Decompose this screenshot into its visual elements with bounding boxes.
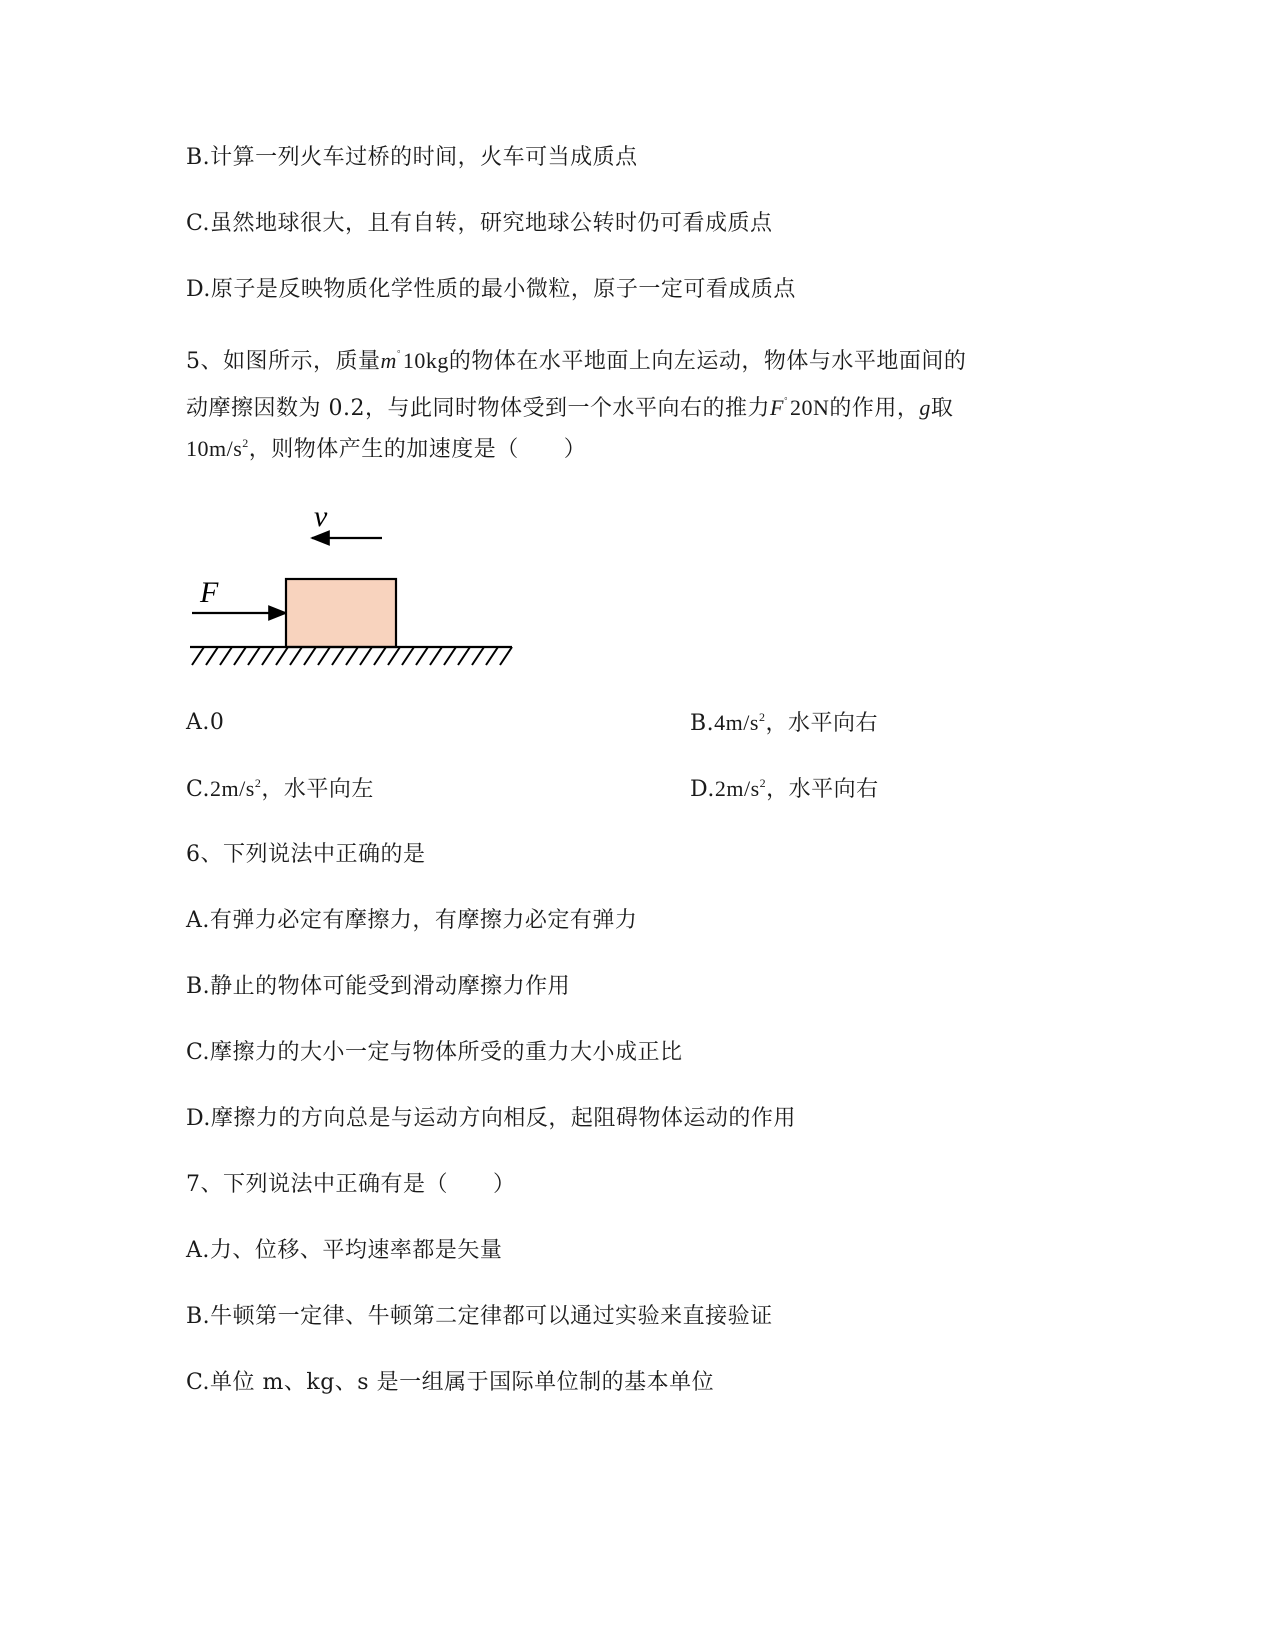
q5-stem-text: 取 [930,396,954,421]
option-value: 2m/s [210,776,255,801]
hatch-line [430,647,442,665]
q7-option-a: A.力、位移、平均速率都是矢量 [186,1238,503,1263]
q6-option-c: C.摩擦力的大小一定与物体所受的重力大小成正比 [186,1040,683,1065]
q5-stem-line-2 [186,388,953,424]
q5-stem-text: ，则物体产生的加速度是（ ） [248,437,587,462]
hatch-line [416,647,428,665]
ground-hatching [192,647,512,665]
q5-stem-text: 5、如图所示，质量 [186,349,381,374]
q5-option-a: A.0 [186,710,225,735]
hatch-line [248,647,260,665]
q4-option-b: B.计算一列火车过桥的时间，火车可当成质点 [186,145,638,170]
hatch-line [262,647,274,665]
force-diagram [190,500,520,675]
hatch-line [304,647,316,665]
q5-stem-text: 的物体在水平地面上向左运动，物体与水平地面间的 [448,349,967,374]
q7-option-c: C.单位 m、kg、s 是一组属于国际单位制的基本单位 [186,1370,715,1395]
hatch-line [486,647,498,665]
hatch-line [220,647,232,665]
option-direction: ，水平向右 [766,777,879,802]
option-value: 2m/s [714,776,760,801]
hatch-line [332,647,344,665]
block [286,579,396,647]
q6-stem: 6、下列说法中正确的是 [186,842,426,867]
hatch-line [206,647,218,665]
hatch-line [290,647,302,665]
hatch-line [318,647,330,665]
q6-option-d: D.摩擦力的方向总是与运动方向相反，起阻碍物体运动的作用 [186,1106,796,1131]
option-letter: D. [690,777,715,802]
q7-stem: 7、下列说法中正确有是（ ） [186,1172,516,1197]
gravity-value: 10m/s [186,436,243,461]
velocity-label: v [314,500,328,533]
q6-option-a: A.有弹力必定有摩擦力，有摩擦力必定有弹力 [186,908,638,933]
hatch-line [388,647,400,665]
hatch-line [234,647,246,665]
hatch-line [276,647,288,665]
option-direction: ，水平向左 [261,777,374,802]
gravity-variable: g [919,395,931,420]
q7-option-b: B.牛顿第一定律、牛顿第二定律都可以通过实验来直接验证 [186,1304,773,1329]
mass-value: 10kg [402,348,449,373]
force-variable: F [769,395,784,420]
q5-option-b [690,708,878,739]
hatch-line [472,647,484,665]
q5-stem-text: 的作用， [829,396,920,421]
option-direction: ，水平向右 [765,711,878,736]
hatch-line [500,647,512,665]
hatch-line [458,647,470,665]
exponent: 2 [242,436,249,450]
q4-option-d: D.原子是反映物质化学性质的最小微粒，原子一定可看成质点 [186,277,796,302]
q6-option-b: B.静止的物体可能受到滑动摩擦力作用 [186,974,571,999]
option-value: 4m/s [714,710,759,735]
hatch-line [346,647,358,665]
force-value: 20N [789,395,830,420]
q5-stem-text: 动摩擦因数为 0.2，与此同时物体受到一个水平向右的推力 [186,396,770,421]
q4-option-c: C.虽然地球很大，且有自转，研究地球公转时仍可看成质点 [186,211,773,236]
option-letter: B. [690,711,715,736]
force-label: F [200,576,219,609]
exponent: 2 [759,776,767,790]
mass-variable: m [380,348,397,373]
hatch-line [192,647,204,665]
q5-option-d [690,774,879,805]
hatch-line [444,647,456,665]
equals-mark: ﾟ [396,349,403,363]
q5-stem-line-1 [186,341,966,377]
q5-stem-line-3 [186,434,586,465]
hatch-line [374,647,386,665]
hatch-line [402,647,414,665]
option-letter: C. [186,777,211,802]
equals-mark: ﾟ [783,396,790,410]
q5-option-c [186,774,374,805]
exponent: 2 [758,710,766,724]
hatch-line [360,647,372,665]
exponent: 2 [254,776,262,790]
